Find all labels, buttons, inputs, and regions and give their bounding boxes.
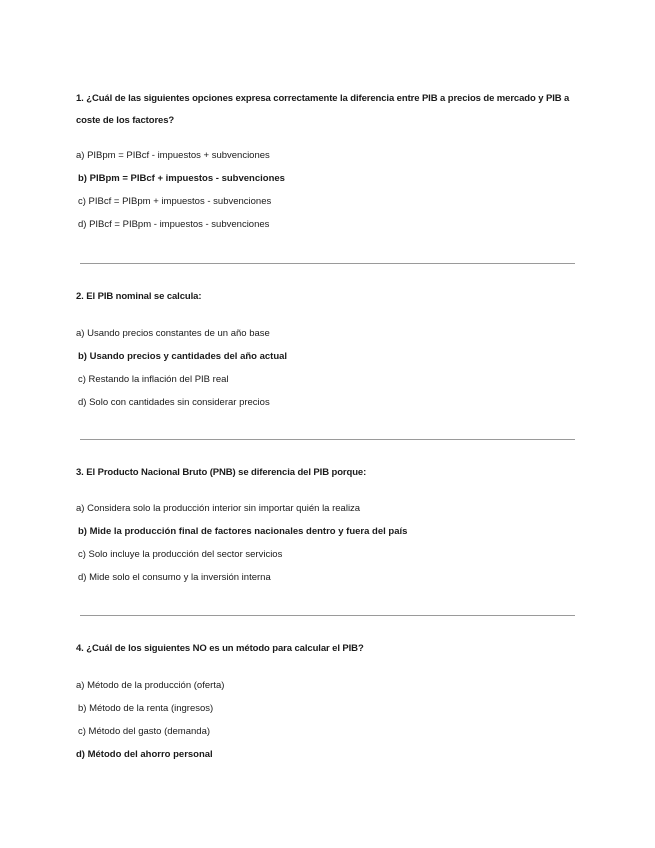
option-b-correct: b) Usando precios y cantidades del año actual bbox=[78, 351, 288, 362]
option-list bbox=[76, 144, 586, 236]
question-4 bbox=[76, 638, 586, 766]
option-a: a) Usando precios constantes de un año base bbox=[76, 328, 270, 339]
option-list bbox=[76, 674, 586, 766]
question-3 bbox=[76, 462, 586, 589]
option-d: d) Mide solo el consumo y la inversión interna bbox=[78, 572, 271, 583]
option-list bbox=[76, 497, 586, 589]
question-title: 4. ¿Cuál de los siguientes NO es un método para calcular el PIB? bbox=[76, 643, 364, 654]
option-c: c) Restando la inflación del PIB real bbox=[78, 374, 229, 385]
question-title: 1. ¿Cuál de las siguientes opciones expresa correctamente la diferencia entre PIB a precios de mercado y PIB a coste de los factores? bbox=[76, 93, 570, 126]
option-c: c) PIBcf = PIBpm + impuestos - subvenciones bbox=[78, 196, 272, 207]
option-a: a) PIBpm = PIBcf - impuestos + subvenciones bbox=[76, 150, 270, 161]
option-a: a) Método de la producción (oferta) bbox=[76, 680, 225, 691]
option-c: c) Solo incluye la producción del sector servicios bbox=[78, 549, 283, 560]
question-1 bbox=[76, 88, 586, 236]
option-b-correct: b) Mide la producción final de factores nacionales dentro y fuera del país bbox=[78, 526, 408, 537]
question-title: 2. El PIB nominal se calcula: bbox=[76, 291, 202, 302]
option-list bbox=[76, 322, 586, 414]
option-b-correct: b) PIBpm = PIBcf + impuestos - subvenciones bbox=[78, 173, 285, 184]
option-d: d) Solo con cantidades sin considerar precios bbox=[78, 397, 270, 408]
option-d: d) PIBcf = PIBpm - impuestos - subvenciones bbox=[78, 219, 270, 230]
question-title: 3. El Producto Nacional Bruto (PNB) se diferencia del PIB porque: bbox=[76, 467, 367, 478]
divider bbox=[80, 263, 575, 264]
question-2 bbox=[76, 286, 586, 414]
option-d-correct: d) Método del ahorro personal bbox=[76, 749, 213, 760]
option-c: c) Método del gasto (demanda) bbox=[78, 726, 211, 737]
divider bbox=[80, 615, 575, 616]
option-b: b) Método de la renta (ingresos) bbox=[78, 703, 214, 714]
option-a: a) Considera solo la producción interior sin importar quién la realiza bbox=[76, 503, 361, 514]
divider bbox=[80, 439, 575, 440]
